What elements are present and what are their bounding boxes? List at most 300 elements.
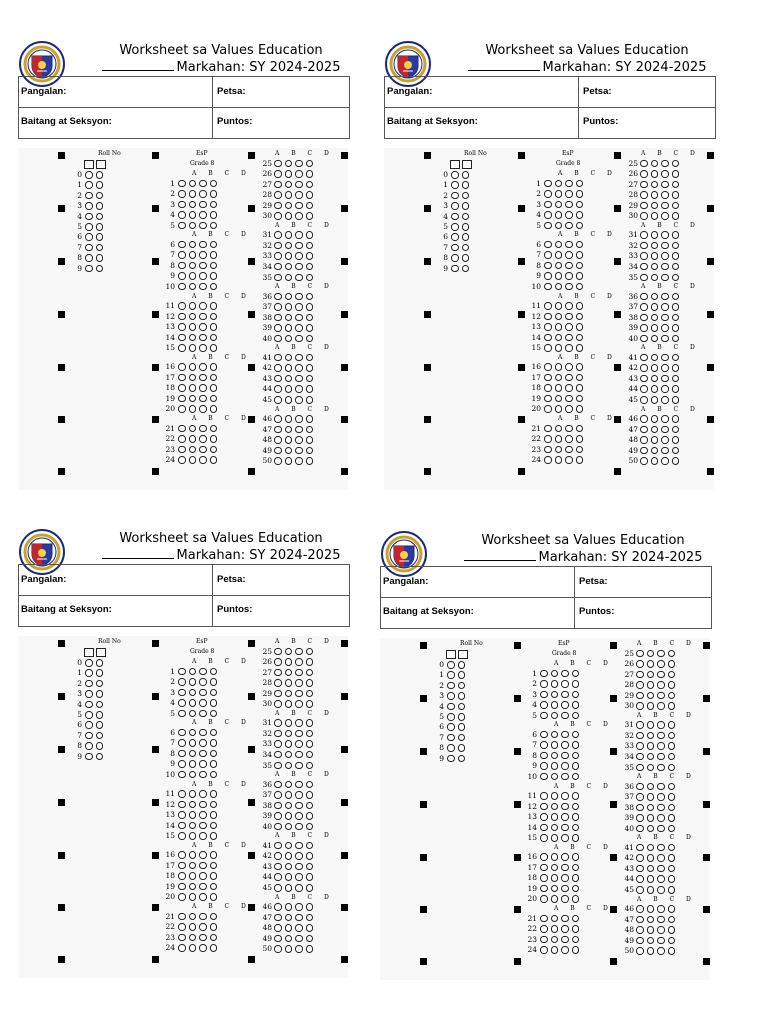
item-36-bubble[interactable] bbox=[274, 293, 282, 301]
roll-digit-bubble[interactable] bbox=[96, 701, 104, 709]
roll-digit-bubble[interactable] bbox=[458, 661, 466, 669]
item-6-bubble[interactable] bbox=[540, 731, 548, 739]
item-10-bubble[interactable] bbox=[178, 771, 186, 779]
item-30-bubble[interactable] bbox=[661, 212, 669, 220]
item-41-bubble[interactable] bbox=[306, 354, 314, 362]
item-19-bubble[interactable] bbox=[555, 395, 563, 403]
item-49-bubble[interactable] bbox=[636, 937, 644, 945]
item-25-bubble[interactable] bbox=[285, 160, 293, 168]
item-27-bubble[interactable] bbox=[285, 181, 293, 189]
item-37-bubble[interactable] bbox=[295, 303, 303, 311]
item-14-bubble[interactable] bbox=[572, 824, 580, 832]
item-16-bubble[interactable] bbox=[178, 851, 186, 859]
item-34-bubble[interactable] bbox=[295, 263, 303, 271]
item-6-bubble[interactable] bbox=[210, 241, 218, 249]
item-40-bubble[interactable] bbox=[636, 825, 644, 833]
item-35-bubble[interactable] bbox=[306, 762, 314, 770]
item-38-bubble[interactable] bbox=[306, 802, 314, 810]
item-25-bubble[interactable] bbox=[306, 160, 314, 168]
item-33-bubble[interactable] bbox=[295, 740, 303, 748]
item-37-bubble[interactable] bbox=[306, 303, 314, 311]
item-13-bubble[interactable] bbox=[199, 323, 207, 331]
item-12-bubble[interactable] bbox=[199, 801, 207, 809]
item-4-bubble[interactable] bbox=[561, 701, 569, 709]
item-49-bubble[interactable] bbox=[657, 937, 665, 945]
item-4-bubble[interactable] bbox=[178, 699, 186, 707]
item-47-bubble[interactable] bbox=[668, 916, 676, 924]
item-13-bubble[interactable] bbox=[178, 811, 186, 819]
item-17-bubble[interactable] bbox=[199, 862, 207, 870]
item-31-bubble[interactable] bbox=[285, 719, 293, 727]
item-43-bubble[interactable] bbox=[295, 863, 303, 871]
item-22-bubble[interactable] bbox=[576, 435, 584, 443]
item-2-bubble[interactable] bbox=[540, 680, 548, 688]
item-27-bubble[interactable] bbox=[647, 671, 655, 679]
item-42-bubble[interactable] bbox=[640, 364, 648, 372]
item-6-bubble[interactable] bbox=[572, 731, 580, 739]
item-5-bubble[interactable] bbox=[561, 712, 569, 720]
item-7-bubble[interactable] bbox=[199, 251, 207, 259]
item-9-bubble[interactable] bbox=[178, 272, 186, 280]
item-6-bubble[interactable] bbox=[178, 729, 186, 737]
item-35-bubble[interactable] bbox=[672, 274, 680, 282]
item-28-bubble[interactable] bbox=[640, 191, 648, 199]
item-23-bubble[interactable] bbox=[210, 934, 218, 942]
item-37-bubble[interactable] bbox=[640, 303, 648, 311]
item-50-bubble[interactable] bbox=[672, 457, 680, 465]
item-34-bubble[interactable] bbox=[306, 751, 314, 759]
roll-digit-bubble[interactable] bbox=[85, 254, 93, 262]
item-31-bubble[interactable] bbox=[285, 231, 293, 239]
item-47-bubble[interactable] bbox=[647, 916, 655, 924]
item-30-bubble[interactable] bbox=[295, 212, 303, 220]
item-3-bubble[interactable] bbox=[189, 689, 197, 697]
item-44-bubble[interactable] bbox=[274, 873, 282, 881]
item-33-bubble[interactable] bbox=[668, 742, 676, 750]
item-16-bubble[interactable] bbox=[555, 363, 563, 371]
roll-digit-bubble[interactable] bbox=[458, 744, 466, 752]
item-20-bubble[interactable] bbox=[565, 405, 573, 413]
roll-digit-bubble[interactable] bbox=[85, 742, 93, 750]
item-34-bubble[interactable] bbox=[306, 263, 314, 271]
item-45-bubble[interactable] bbox=[657, 886, 665, 894]
item-49-bubble[interactable] bbox=[668, 937, 676, 945]
item-29-bubble[interactable] bbox=[295, 690, 303, 698]
item-31-bubble[interactable] bbox=[274, 231, 282, 239]
item-41-bubble[interactable] bbox=[636, 844, 644, 852]
item-6-bubble[interactable] bbox=[551, 731, 559, 739]
item-34-bubble[interactable] bbox=[274, 263, 282, 271]
item-7-bubble[interactable] bbox=[544, 251, 552, 259]
item-8-bubble[interactable] bbox=[210, 750, 218, 758]
item-28-bubble[interactable] bbox=[274, 191, 282, 199]
item-25-bubble[interactable] bbox=[306, 648, 314, 656]
item-47-bubble[interactable] bbox=[306, 426, 314, 434]
item-48-bubble[interactable] bbox=[672, 436, 680, 444]
item-36-bubble[interactable] bbox=[306, 293, 314, 301]
item-26-bubble[interactable] bbox=[672, 170, 680, 178]
item-21-bubble[interactable] bbox=[561, 915, 569, 923]
item-49-bubble[interactable] bbox=[274, 447, 282, 455]
item-27-bubble[interactable] bbox=[295, 669, 303, 677]
item-42-bubble[interactable] bbox=[661, 364, 669, 372]
item-42-bubble[interactable] bbox=[285, 852, 293, 860]
item-36-bubble[interactable] bbox=[651, 293, 659, 301]
item-35-bubble[interactable] bbox=[285, 762, 293, 770]
item-3-bubble[interactable] bbox=[555, 201, 563, 209]
item-43-bubble[interactable] bbox=[274, 863, 282, 871]
item-20-bubble[interactable] bbox=[544, 405, 552, 413]
item-45-bubble[interactable] bbox=[306, 396, 314, 404]
roll-digit-bubble[interactable] bbox=[96, 732, 104, 740]
item-21-bubble[interactable] bbox=[210, 913, 218, 921]
item-5-bubble[interactable] bbox=[555, 222, 563, 230]
item-18-bubble[interactable] bbox=[210, 872, 218, 880]
item-17-bubble[interactable] bbox=[189, 862, 197, 870]
roll-digit-bubble[interactable] bbox=[96, 721, 104, 729]
roll-digit-bubble[interactable] bbox=[85, 171, 93, 179]
item-21-bubble[interactable] bbox=[544, 425, 552, 433]
item-26-bubble[interactable] bbox=[661, 170, 669, 178]
item-40-bubble[interactable] bbox=[295, 335, 303, 343]
item-38-bubble[interactable] bbox=[636, 804, 644, 812]
roll-digit-bubble[interactable] bbox=[96, 265, 104, 273]
item-15-bubble[interactable] bbox=[544, 344, 552, 352]
item-10-bubble[interactable] bbox=[189, 771, 197, 779]
item-9-bubble[interactable] bbox=[199, 760, 207, 768]
roll-digit-bubble[interactable] bbox=[451, 171, 459, 179]
item-50-bubble[interactable] bbox=[285, 457, 293, 465]
item-29-bubble[interactable] bbox=[657, 692, 665, 700]
item-32-bubble[interactable] bbox=[651, 242, 659, 250]
item-22-bubble[interactable] bbox=[544, 435, 552, 443]
roll-digit-bubble[interactable] bbox=[447, 713, 455, 721]
item-7-bubble[interactable] bbox=[561, 741, 569, 749]
item-6-bubble[interactable] bbox=[199, 241, 207, 249]
item-9-bubble[interactable] bbox=[551, 762, 559, 770]
item-6-bubble[interactable] bbox=[189, 241, 197, 249]
item-50-bubble[interactable] bbox=[661, 457, 669, 465]
item-29-bubble[interactable] bbox=[668, 692, 676, 700]
item-42-bubble[interactable] bbox=[651, 364, 659, 372]
item-38-bubble[interactable] bbox=[274, 802, 282, 810]
item-46-bubble[interactable] bbox=[274, 415, 282, 423]
item-31-bubble[interactable] bbox=[672, 231, 680, 239]
item-12-bubble[interactable] bbox=[189, 313, 197, 321]
item-32-bubble[interactable] bbox=[661, 242, 669, 250]
item-40-bubble[interactable] bbox=[285, 823, 293, 831]
item-45-bubble[interactable] bbox=[306, 884, 314, 892]
item-25-bubble[interactable] bbox=[672, 160, 680, 168]
item-7-bubble[interactable] bbox=[555, 251, 563, 259]
roll-digit-bubble[interactable] bbox=[85, 233, 93, 241]
item-11-bubble[interactable] bbox=[576, 302, 584, 310]
item-46-bubble[interactable] bbox=[285, 415, 293, 423]
item-16-bubble[interactable] bbox=[210, 851, 218, 859]
item-32-bubble[interactable] bbox=[657, 732, 665, 740]
item-34-bubble[interactable] bbox=[274, 751, 282, 759]
item-38-bubble[interactable] bbox=[295, 314, 303, 322]
item-22-bubble[interactable] bbox=[199, 923, 207, 931]
item-9-bubble[interactable] bbox=[199, 272, 207, 280]
item-3-bubble[interactable] bbox=[565, 201, 573, 209]
item-23-bubble[interactable] bbox=[199, 934, 207, 942]
item-23-bubble[interactable] bbox=[565, 446, 573, 454]
item-17-bubble[interactable] bbox=[210, 862, 218, 870]
item-15-bubble[interactable] bbox=[540, 834, 548, 842]
item-28-bubble[interactable] bbox=[661, 191, 669, 199]
item-48-bubble[interactable] bbox=[295, 436, 303, 444]
item-16-bubble[interactable] bbox=[576, 363, 584, 371]
item-1-bubble[interactable] bbox=[561, 670, 569, 678]
item-25-bubble[interactable] bbox=[651, 160, 659, 168]
item-30-bubble[interactable] bbox=[647, 702, 655, 710]
item-15-bubble[interactable] bbox=[576, 344, 584, 352]
roll-digit-bubble[interactable] bbox=[458, 692, 466, 700]
item-21-bubble[interactable] bbox=[572, 915, 580, 923]
item-28-bubble[interactable] bbox=[651, 191, 659, 199]
item-27-bubble[interactable] bbox=[668, 671, 676, 679]
item-11-bubble[interactable] bbox=[561, 792, 569, 800]
item-19-bubble[interactable] bbox=[544, 395, 552, 403]
item-3-bubble[interactable] bbox=[540, 691, 548, 699]
roll-digit-bubble[interactable] bbox=[447, 671, 455, 679]
item-7-bubble[interactable] bbox=[178, 739, 186, 747]
item-47-bubble[interactable] bbox=[274, 426, 282, 434]
item-45-bubble[interactable] bbox=[285, 396, 293, 404]
item-16-bubble[interactable] bbox=[199, 851, 207, 859]
item-26-bubble[interactable] bbox=[285, 658, 293, 666]
item-38-bubble[interactable] bbox=[647, 804, 655, 812]
item-5-bubble[interactable] bbox=[210, 222, 218, 230]
item-40-bubble[interactable] bbox=[274, 823, 282, 831]
item-13-bubble[interactable] bbox=[576, 323, 584, 331]
item-5-bubble[interactable] bbox=[189, 222, 197, 230]
roll-digit-bubble[interactable] bbox=[447, 734, 455, 742]
item-18-bubble[interactable] bbox=[210, 384, 218, 392]
item-5-bubble[interactable] bbox=[199, 222, 207, 230]
item-14-bubble[interactable] bbox=[540, 824, 548, 832]
item-17-bubble[interactable] bbox=[199, 374, 207, 382]
item-4-bubble[interactable] bbox=[189, 211, 197, 219]
item-20-bubble[interactable] bbox=[561, 895, 569, 903]
item-14-bubble[interactable] bbox=[210, 822, 218, 830]
item-39-bubble[interactable] bbox=[285, 324, 293, 332]
item-48-bubble[interactable] bbox=[285, 924, 293, 932]
item-17-bubble[interactable] bbox=[540, 864, 548, 872]
item-39-bubble[interactable] bbox=[306, 812, 314, 820]
roll-digit-bubble[interactable] bbox=[447, 755, 455, 763]
item-12-bubble[interactable] bbox=[210, 801, 218, 809]
item-31-bubble[interactable] bbox=[640, 231, 648, 239]
item-31-bubble[interactable] bbox=[306, 719, 314, 727]
item-25-bubble[interactable] bbox=[285, 648, 293, 656]
item-23-bubble[interactable] bbox=[199, 446, 207, 454]
roll-digit-bubble[interactable] bbox=[462, 244, 470, 252]
item-24-bubble[interactable] bbox=[178, 456, 186, 464]
item-31-bubble[interactable] bbox=[668, 721, 676, 729]
item-12-bubble[interactable] bbox=[576, 313, 584, 321]
item-40-bubble[interactable] bbox=[657, 825, 665, 833]
item-44-bubble[interactable] bbox=[661, 385, 669, 393]
item-18-bubble[interactable] bbox=[565, 384, 573, 392]
item-46-bubble[interactable] bbox=[672, 415, 680, 423]
item-46-bubble[interactable] bbox=[661, 415, 669, 423]
item-5-bubble[interactable] bbox=[551, 712, 559, 720]
item-43-bubble[interactable] bbox=[636, 865, 644, 873]
item-14-bubble[interactable] bbox=[544, 334, 552, 342]
item-15-bubble[interactable] bbox=[199, 832, 207, 840]
roll-digit-bubble[interactable] bbox=[85, 192, 93, 200]
item-31-bubble[interactable] bbox=[274, 719, 282, 727]
item-43-bubble[interactable] bbox=[285, 863, 293, 871]
item-4-bubble[interactable] bbox=[189, 699, 197, 707]
item-21-bubble[interactable] bbox=[189, 913, 197, 921]
item-50-bubble[interactable] bbox=[306, 945, 314, 953]
item-43-bubble[interactable] bbox=[657, 865, 665, 873]
item-42-bubble[interactable] bbox=[274, 852, 282, 860]
item-20-bubble[interactable] bbox=[178, 893, 186, 901]
roll-digit-bubble[interactable] bbox=[96, 680, 104, 688]
item-39-bubble[interactable] bbox=[668, 814, 676, 822]
item-10-bubble[interactable] bbox=[561, 773, 569, 781]
item-41-bubble[interactable] bbox=[657, 844, 665, 852]
item-29-bubble[interactable] bbox=[640, 202, 648, 210]
item-4-bubble[interactable] bbox=[572, 701, 580, 709]
item-26-bubble[interactable] bbox=[285, 170, 293, 178]
roll-digit-bubble[interactable] bbox=[451, 213, 459, 221]
item-9-bubble[interactable] bbox=[189, 272, 197, 280]
item-45-bubble[interactable] bbox=[295, 884, 303, 892]
roll-digit-bubble[interactable] bbox=[85, 753, 93, 761]
roll-digit-bubble[interactable] bbox=[458, 713, 466, 721]
item-23-bubble[interactable] bbox=[210, 446, 218, 454]
item-12-bubble[interactable] bbox=[540, 803, 548, 811]
item-35-bubble[interactable] bbox=[651, 274, 659, 282]
item-19-bubble[interactable] bbox=[178, 883, 186, 891]
item-2-bubble[interactable] bbox=[178, 678, 186, 686]
item-25-bubble[interactable] bbox=[668, 650, 676, 658]
item-48-bubble[interactable] bbox=[668, 926, 676, 934]
item-41-bubble[interactable] bbox=[285, 354, 293, 362]
item-19-bubble[interactable] bbox=[210, 883, 218, 891]
item-24-bubble[interactable] bbox=[561, 946, 569, 954]
item-40-bubble[interactable] bbox=[672, 335, 680, 343]
item-14-bubble[interactable] bbox=[576, 334, 584, 342]
item-34-bubble[interactable] bbox=[285, 263, 293, 271]
item-43-bubble[interactable] bbox=[668, 865, 676, 873]
roll-digit-bubble[interactable] bbox=[96, 171, 104, 179]
item-7-bubble[interactable] bbox=[576, 251, 584, 259]
item-19-bubble[interactable] bbox=[540, 885, 548, 893]
roll-digit-bubble[interactable] bbox=[85, 701, 93, 709]
item-42-bubble[interactable] bbox=[306, 364, 314, 372]
item-26-bubble[interactable] bbox=[657, 660, 665, 668]
item-14-bubble[interactable] bbox=[210, 334, 218, 342]
item-39-bubble[interactable] bbox=[295, 324, 303, 332]
item-39-bubble[interactable] bbox=[651, 324, 659, 332]
roll-digit-bubble[interactable] bbox=[451, 254, 459, 262]
item-1-bubble[interactable] bbox=[551, 670, 559, 678]
item-50-bubble[interactable] bbox=[668, 947, 676, 955]
item-38-bubble[interactable] bbox=[295, 802, 303, 810]
item-16-bubble[interactable] bbox=[178, 363, 186, 371]
item-1-bubble[interactable] bbox=[210, 180, 218, 188]
item-25-bubble[interactable] bbox=[657, 650, 665, 658]
item-43-bubble[interactable] bbox=[295, 375, 303, 383]
item-33-bubble[interactable] bbox=[672, 252, 680, 260]
item-38-bubble[interactable] bbox=[661, 314, 669, 322]
item-18-bubble[interactable] bbox=[551, 874, 559, 882]
roll-digit-bubble[interactable] bbox=[462, 171, 470, 179]
item-37-bubble[interactable] bbox=[306, 791, 314, 799]
item-20-bubble[interactable] bbox=[572, 895, 580, 903]
item-33-bubble[interactable] bbox=[285, 252, 293, 260]
item-8-bubble[interactable] bbox=[199, 750, 207, 758]
roll-digit-bubble[interactable] bbox=[451, 202, 459, 210]
item-34-bubble[interactable] bbox=[285, 751, 293, 759]
item-15-bubble[interactable] bbox=[189, 832, 197, 840]
item-18-bubble[interactable] bbox=[544, 384, 552, 392]
item-32-bubble[interactable] bbox=[640, 242, 648, 250]
item-6-bubble[interactable] bbox=[544, 241, 552, 249]
item-36-bubble[interactable] bbox=[295, 293, 303, 301]
item-26-bubble[interactable] bbox=[306, 658, 314, 666]
item-26-bubble[interactable] bbox=[274, 170, 282, 178]
item-11-bubble[interactable] bbox=[555, 302, 563, 310]
item-4-bubble[interactable] bbox=[178, 211, 186, 219]
item-49-bubble[interactable] bbox=[640, 447, 648, 455]
item-44-bubble[interactable] bbox=[274, 385, 282, 393]
item-34-bubble[interactable] bbox=[640, 263, 648, 271]
item-20-bubble[interactable] bbox=[189, 893, 197, 901]
roll-digit-bubble[interactable] bbox=[447, 661, 455, 669]
item-34-bubble[interactable] bbox=[657, 753, 665, 761]
item-4-bubble[interactable] bbox=[210, 699, 218, 707]
item-23-bubble[interactable] bbox=[551, 936, 559, 944]
roll-digit-bubble[interactable] bbox=[85, 732, 93, 740]
roll-digit-bubble[interactable] bbox=[458, 703, 466, 711]
item-33-bubble[interactable] bbox=[306, 252, 314, 260]
item-28-bubble[interactable] bbox=[647, 681, 655, 689]
item-12-bubble[interactable] bbox=[189, 801, 197, 809]
item-7-bubble[interactable] bbox=[565, 251, 573, 259]
item-17-bubble[interactable] bbox=[561, 864, 569, 872]
item-14-bubble[interactable] bbox=[199, 334, 207, 342]
item-48-bubble[interactable] bbox=[274, 924, 282, 932]
item-33-bubble[interactable] bbox=[661, 252, 669, 260]
item-23-bubble[interactable] bbox=[540, 936, 548, 944]
item-41-bubble[interactable] bbox=[647, 844, 655, 852]
item-27-bubble[interactable] bbox=[274, 669, 282, 677]
item-10-bubble[interactable] bbox=[551, 773, 559, 781]
item-40-bubble[interactable] bbox=[668, 825, 676, 833]
item-29-bubble[interactable] bbox=[285, 690, 293, 698]
item-27-bubble[interactable] bbox=[285, 669, 293, 677]
item-34-bubble[interactable] bbox=[636, 753, 644, 761]
item-42-bubble[interactable] bbox=[285, 364, 293, 372]
item-37-bubble[interactable] bbox=[636, 793, 644, 801]
item-33-bubble[interactable] bbox=[651, 252, 659, 260]
item-24-bubble[interactable] bbox=[189, 944, 197, 952]
item-35-bubble[interactable] bbox=[295, 274, 303, 282]
item-29-bubble[interactable] bbox=[295, 202, 303, 210]
roll-digit-bubble[interactable] bbox=[447, 723, 455, 731]
item-24-bubble[interactable] bbox=[565, 456, 573, 464]
item-19-bubble[interactable] bbox=[199, 395, 207, 403]
item-31-bubble[interactable] bbox=[636, 721, 644, 729]
item-4-bubble[interactable] bbox=[540, 701, 548, 709]
